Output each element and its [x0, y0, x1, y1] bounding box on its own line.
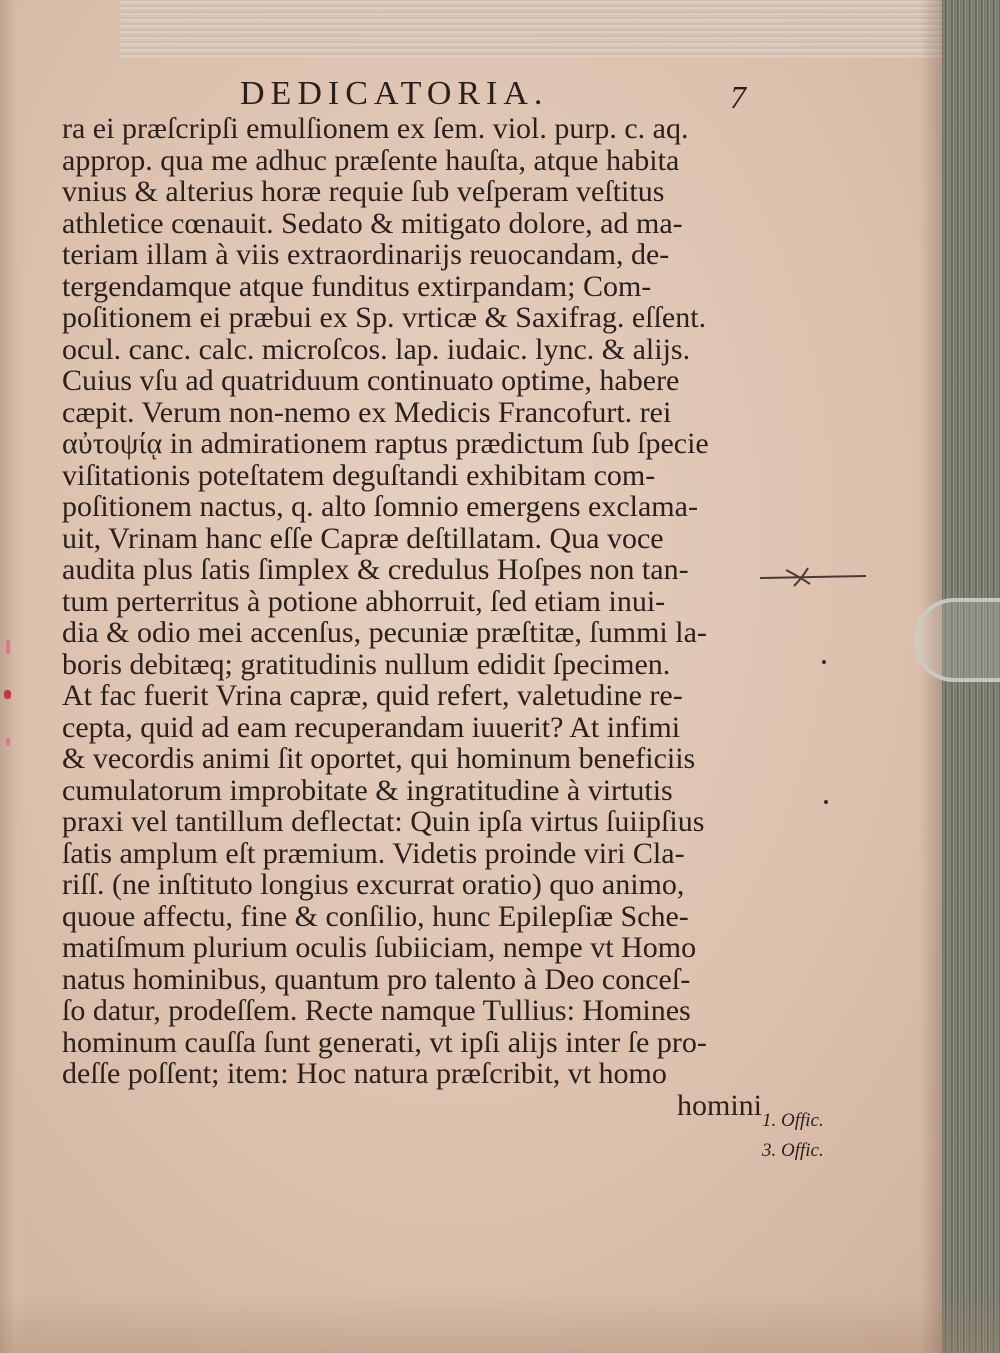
body-text: [62, 113, 762, 1121]
cross-mark-icon: [758, 562, 868, 592]
text-line: ſatis amplum eſt præmium. Videtis proinde viri Cla-: [62, 836, 685, 870]
text-line: natus hominibus, quantum pro talento à Deo conceſ-: [62, 962, 691, 996]
text-line: At fac fuerit Vrina capræ, quid refert, valetudine re-: [62, 679, 683, 712]
text-line: ra ei præſcripſi emulſionem ex ſem. viol. purp. c. aq.: [62, 112, 689, 145]
margin-note: 3. Offic.: [762, 1140, 824, 1161]
text-line: teriam illam à viis extraordinarijs reuocandam, de-: [62, 238, 670, 271]
text-line: approp. qua me adhuc præſente hauſta, atque habita: [62, 143, 680, 177]
text-line: ſo datur, prodeſſem. Recte namque Tullius: Homines: [62, 994, 691, 1027]
text-line: vnius & alterius horæ requie ſub veſperam veſtitus: [62, 175, 665, 208]
text-line: viſitationis poteſtatem deguſtandi exhibitam com-: [62, 458, 656, 492]
text-line: tum perterritus à potione abhorruit, ſed etiam inui-: [62, 584, 666, 618]
text-line: deſſe poſſent; item: Hoc natura præſcribit, vt homo: [62, 1057, 667, 1090]
ink-dot: [822, 660, 826, 664]
text-line: praxi vel tantillum deflectat: Quin ipſa virtus ſuiipſius: [62, 805, 705, 838]
text-line: poſitionem ei præbui ex Sp. vrticæ & Saxifrag. eſſent.: [62, 301, 707, 334]
text-line: αὐτοψίᾳ in admirationem raptus prædictum ſub ſpecie: [62, 427, 709, 460]
page-number: 7: [730, 79, 746, 115]
page-title: DEDICATORIA.: [240, 75, 549, 112]
ink-dot: [824, 800, 828, 804]
top-page-edges: [120, 0, 1000, 58]
margin-note: 1. Offic.: [762, 1110, 824, 1131]
text-line: Cuius vſu ad quatriduum continuato optime, habere: [62, 364, 680, 397]
text-line: & vecordis animi ſit oportet, qui hominum beneficiis: [62, 742, 696, 775]
red-ink-mark: [6, 640, 10, 654]
red-ink-mark: [6, 738, 10, 746]
catchword: homini: [676, 1088, 762, 1122]
paper-clip: [914, 598, 1000, 682]
text-line: dia & odio mei accenſus, pecuniæ præſtitæ, ſummi la-: [62, 616, 707, 649]
text-line: boris debitæq; gratitudinis nullum edidit ſpecimen.: [62, 647, 671, 681]
text-line: cæpit. Verum non-nemo ex Medicis Francofurt. rei: [62, 395, 672, 429]
text-line: audita plus ſatis ſimplex & credulus Hoſpes non tan-: [62, 553, 689, 586]
text-line: tergendamque atque funditus extirpandam; Com-: [62, 269, 652, 303]
text-line: quoue affectu, fine & conſilio, hunc Epilepſiæ Sche-: [62, 899, 689, 933]
book-spine-shadow: [0, 0, 26, 1353]
text-line: matiſmum plurium oculis ſubiiciam, nempe vt Homo: [62, 931, 697, 964]
text-line: hominum cauſſa ſunt generati, vt ipſi alijs inter ſe pro-: [62, 1025, 707, 1059]
text-line: athletice cœnauit. Sedato & mitigato dolore, ad ma-: [62, 206, 683, 240]
text-line: poſitionem nactus, q. alto ſomnio emergens exclama-: [62, 490, 698, 523]
bottom-shade: [0, 1293, 1000, 1353]
text-line: cumulatorum improbitate & ingratitudine à virtutis: [62, 773, 673, 807]
margin-notes: [762, 1106, 872, 1166]
red-ink-mark: [4, 690, 11, 699]
text-line: uit, Vrinam hanc eſſe Capræ deſtillatam. Qua voce: [62, 521, 664, 555]
text-line: riſſ. (ne inſtituto longius excurrat oratio) quo animo,: [62, 868, 685, 901]
running-header: [240, 74, 800, 114]
text-line: cepta, quid ad eam recuperandam iuuerit? At infimi: [62, 710, 681, 744]
text-line: ocul. canc. calc. microſcos. lap. iudaic. lync. & alijs.: [62, 332, 691, 366]
